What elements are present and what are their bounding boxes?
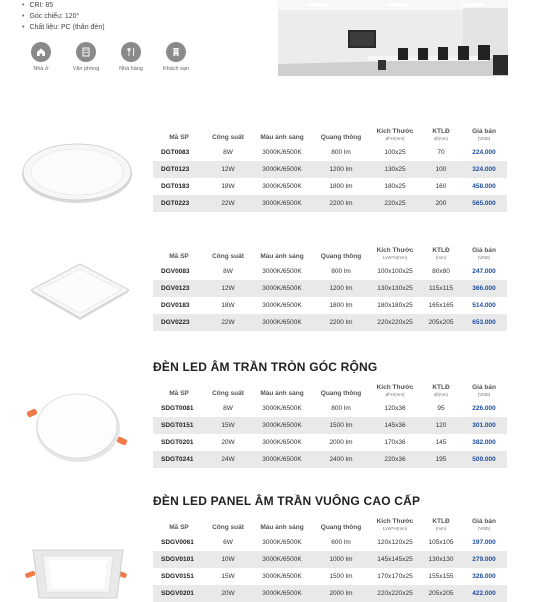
round-panel-light-image bbox=[20, 140, 135, 205]
header-color: Màu ánh sáng bbox=[260, 524, 304, 531]
table-row: DGV0183 18W 3000K/6500K 1800 lm 180x180x25 165x165 514.000 bbox=[161, 302, 496, 309]
table-row: SDGV0201 20W 3000K/6500K 2000 lm 220x220x25 205x205 422.000 bbox=[153, 585, 507, 602]
header-size: Kích Thước Ø*H(mm) bbox=[376, 384, 414, 397]
square-panel-price-table bbox=[153, 241, 507, 331]
header-cut: KTLĐ (mm) bbox=[432, 247, 450, 260]
table-row: DGV0083 8W 3000K/6500K 800 lm 100x100x25 80x80 247.000 bbox=[161, 268, 496, 275]
application-label: Văn phòng bbox=[72, 66, 100, 72]
header-power: Công suất bbox=[212, 524, 244, 531]
header-power: Công suất bbox=[212, 390, 244, 397]
application-hotel bbox=[157, 42, 195, 72]
table-row: DGV0123 12W 3000K/6500K 1200 lm 130x130x25 115x115 366.000 bbox=[153, 280, 507, 297]
office-icon bbox=[76, 42, 96, 62]
meeting-room-photo bbox=[278, 0, 508, 76]
table-row: SDGT0241 24W 3000K/6500K 2400 lm 220x36 195 509.000 bbox=[153, 451, 507, 468]
table-row: DGT0083 8W 3000K/6500K 800 lm 100x25 70 224.000 bbox=[161, 149, 496, 156]
application-home bbox=[22, 42, 60, 72]
application-icons bbox=[22, 42, 195, 72]
square-recessed-panel-image bbox=[25, 540, 135, 600]
header-power: Công suất bbox=[212, 134, 244, 141]
table-row: SDGV0151 15W 3000K/6500K 1500 lm 170x170x25 155x155 328.000 bbox=[161, 573, 496, 580]
header-size: Kích Thước LxW*H(mm) bbox=[376, 247, 414, 260]
header-lumen: Quang thông bbox=[320, 390, 362, 397]
header-price: Giá bán (VNĐ) bbox=[472, 247, 496, 260]
header-color: Màu ánh sáng bbox=[260, 390, 304, 397]
header-color: Màu ánh sáng bbox=[260, 253, 304, 260]
table-header-row bbox=[153, 512, 507, 534]
header-cut: KTLĐ Ø(mm) bbox=[432, 384, 450, 397]
header-size: Kích Thước LxW*H(mm) bbox=[376, 518, 414, 531]
spec-list bbox=[22, 0, 105, 33]
header-cut: KTLĐ (mm) bbox=[432, 518, 450, 531]
spec-material: • Chất liệu: PC (thân đèn) bbox=[22, 22, 105, 33]
application-label: Nhà hàng bbox=[119, 66, 143, 72]
square-panel-light-image bbox=[25, 262, 135, 327]
section-title-round-wide-angle: ĐÈN LED ÂM TRẦN TRÒN GÓC RỘNG bbox=[153, 360, 378, 374]
header-lumen: Quang thông bbox=[320, 253, 362, 260]
table-row: SDGT0201 20W 3000K/6500K 2000 lm 170x36 145 382.000 bbox=[161, 439, 496, 446]
wide-angle-round-downlight-image bbox=[25, 390, 135, 465]
header-code: Mã SP bbox=[169, 134, 189, 141]
application-label: Nhà ở bbox=[33, 66, 49, 72]
header-size: Kích Thước Ø*H(mm) bbox=[376, 128, 414, 141]
spec-cri: • CRI: 85 bbox=[22, 0, 105, 11]
table-header-row bbox=[153, 241, 507, 263]
application-office bbox=[67, 42, 105, 72]
table-row: SDGT0081 8W 3000K/6500K 800 lm 120x36 95 226.000 bbox=[161, 405, 496, 412]
header-code: Mã SP bbox=[169, 524, 189, 531]
spec-beam-angle: • Góc chiếu: 120° bbox=[22, 11, 105, 22]
header-lumen: Quang thông bbox=[320, 524, 362, 531]
table-row: DGT0183 18W 3000K/6500K 1800 lm 180x25 160 458.000 bbox=[161, 183, 496, 190]
header-cut: KTLĐ Ø(mm) bbox=[432, 128, 450, 141]
section-title-square-premium-panel: ĐÈN LED PANEL ÂM TRẦN VUÔNG CAO CẤP bbox=[153, 494, 421, 508]
hotel-icon bbox=[166, 42, 186, 62]
header-color: Màu ánh sáng bbox=[260, 134, 304, 141]
table-row: SDGT0151 15W 3000K/6500K 1500 lm 145x36 120 301.000 bbox=[153, 417, 507, 434]
application-label: Khách sạn bbox=[163, 66, 189, 72]
header-price: Giá bán (VNĐ) bbox=[472, 128, 496, 141]
table-row: SDGV0101 10W 3000K/6500K 1000 lm 145x145x25 130x130 279.000 bbox=[153, 551, 507, 568]
header-power: Công suất bbox=[212, 253, 244, 260]
table-row: SDGV0061 6W 3000K/6500K 600 lm 120x120x25 105x105 197.000 bbox=[161, 539, 496, 546]
table-header-row bbox=[153, 378, 507, 400]
restaurant-icon bbox=[121, 42, 141, 62]
header-lumen: Quang thông bbox=[320, 134, 362, 141]
table-header-row bbox=[153, 122, 507, 144]
header-price: Giá bán (VNĐ) bbox=[472, 384, 496, 397]
round-wide-angle-price-table bbox=[153, 378, 507, 468]
header-code: Mã SP bbox=[169, 253, 189, 260]
square-premium-panel-price-table bbox=[153, 512, 507, 602]
header-code: Mã SP bbox=[169, 390, 189, 397]
round-panel-price-table bbox=[153, 122, 507, 212]
table-row: DGV0223 22W 3000K/6500K 2200 lm 220x220x25 205x205 653.000 bbox=[153, 314, 507, 331]
application-restaurant bbox=[112, 42, 150, 72]
table-row: DGT0123 12W 3000K/6500K 1200 lm 130x25 100 324.000 bbox=[153, 161, 507, 178]
table-row: DGT0223 22W 3000K/6500K 2200 lm 220x25 200 565.000 bbox=[153, 195, 507, 212]
header-price: Giá bán (VNĐ) bbox=[472, 518, 496, 531]
house-icon bbox=[31, 42, 51, 62]
